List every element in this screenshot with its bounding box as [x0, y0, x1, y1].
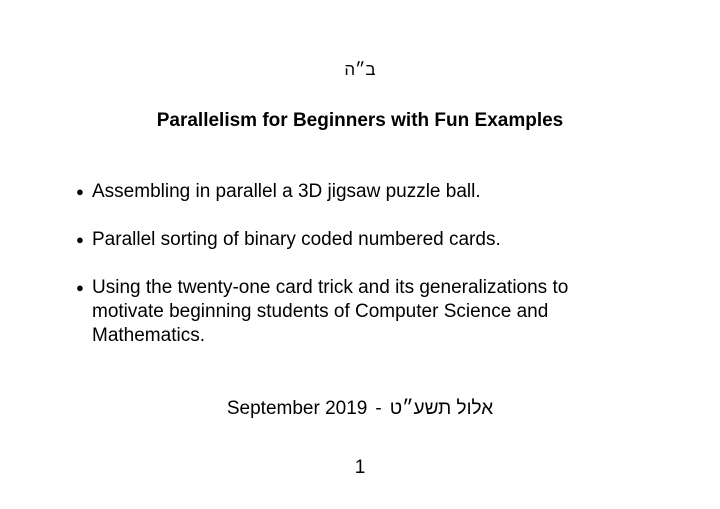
bullet-dot-icon: ● — [76, 184, 84, 199]
date-separator: - — [375, 398, 382, 419]
page-title: Parallelism for Beginners with Fun Examples — [156, 110, 564, 131]
bullet-text: Assembling in parallel a 3D jigsaw puzzle ball. — [92, 181, 481, 202]
date-hebrew: אלול תשע״ט — [389, 398, 494, 419]
header-blessing-mark: ב״ה — [344, 60, 376, 79]
bullet-text: Parallel sorting of binary coded numbered cards. — [92, 229, 501, 250]
date-english: September 2019 — [226, 398, 368, 419]
page-number: 1 — [354, 457, 366, 478]
date-line — [0, 398, 720, 420]
bullet-dot-icon: ● — [76, 232, 84, 247]
list-item — [76, 180, 636, 204]
bullet-text: Using the twenty-one card trick and its generalizations to motivate beginning students of Computer Science and Mathematics. — [92, 277, 569, 346]
list-item — [76, 276, 636, 348]
list-item — [76, 228, 636, 252]
bullet-dot-icon: ● — [76, 280, 84, 295]
bullet-list — [76, 180, 636, 372]
